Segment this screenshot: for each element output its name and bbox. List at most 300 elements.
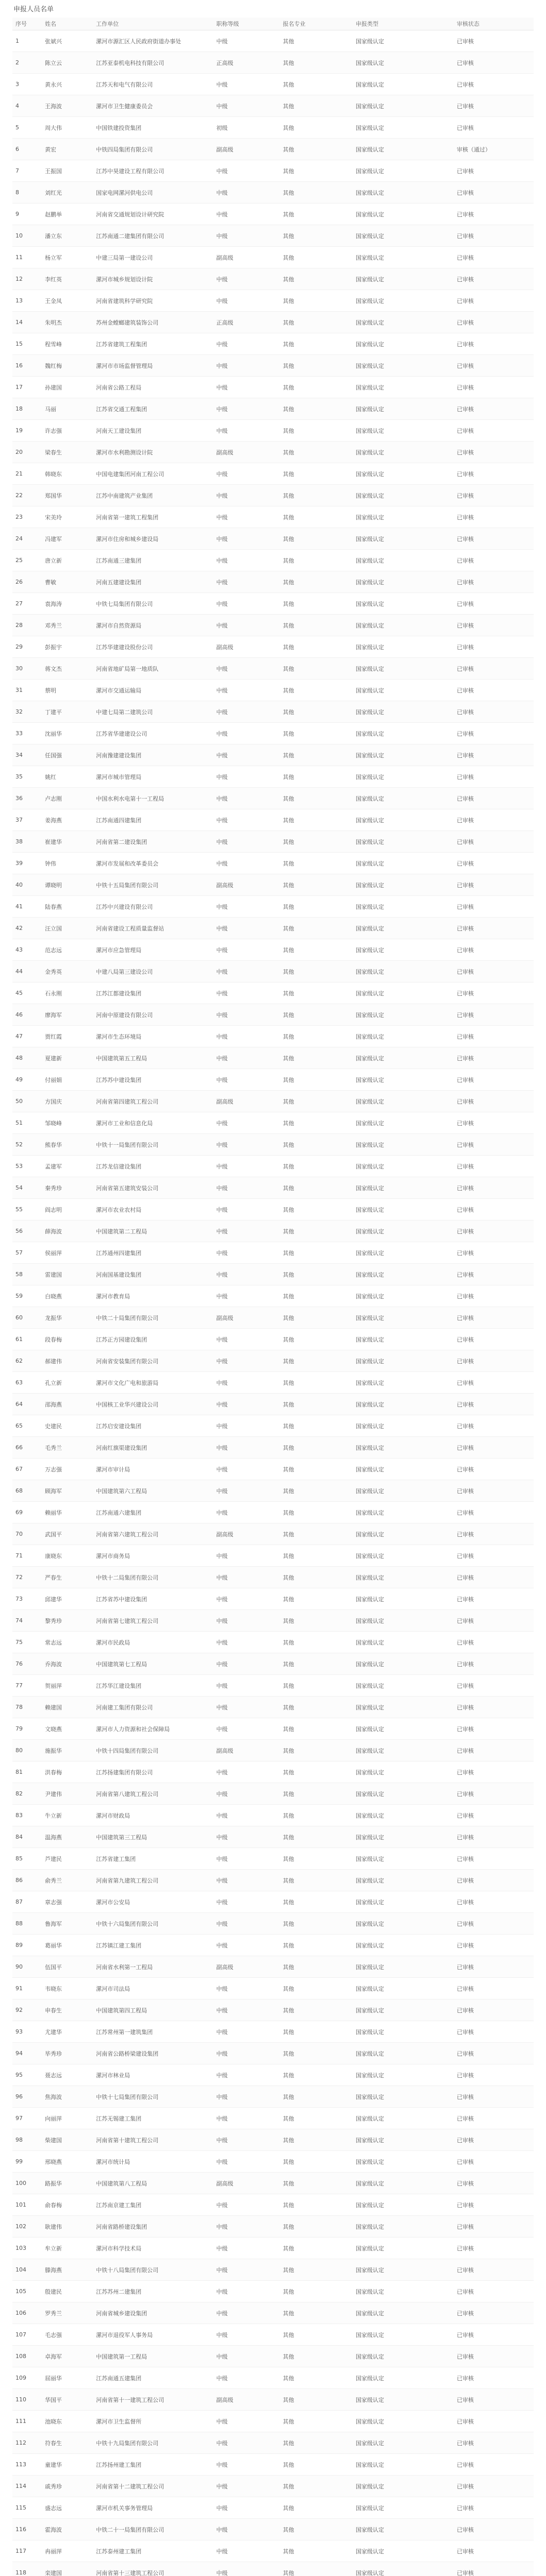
cell-status: 已审核	[454, 1523, 534, 1545]
cell-status: 已审核	[454, 528, 534, 550]
cell-status: 已审核	[454, 2194, 534, 2216]
cell-index: 101	[12, 2194, 42, 2216]
table-row	[12, 506, 534, 528]
table-row	[12, 1805, 534, 1826]
cell-name: 俞春梅	[42, 2194, 93, 2216]
cell-index: 68	[12, 1480, 42, 1502]
cell-status: 已审核	[454, 1285, 534, 1307]
cell-status: 已审核	[454, 1588, 534, 1610]
table-row	[12, 2238, 534, 2259]
cell-specialty: 其他	[280, 2108, 353, 2129]
cell-org: 漯河市农业农村局	[93, 1199, 213, 1221]
cell-type: 国家级认定	[353, 658, 454, 680]
cell-index: 60	[12, 1307, 42, 1329]
cell-title: 中级	[213, 1415, 280, 1437]
cell-title: 副高级	[213, 1956, 280, 1978]
cell-index: 4	[12, 95, 42, 117]
cell-index: 47	[12, 1026, 42, 1047]
table-row	[12, 377, 534, 398]
cell-org: 中国建筑第一工程局	[93, 2346, 213, 2367]
cell-status: 已审核	[454, 442, 534, 463]
cell-name: 姜海燕	[42, 809, 93, 831]
cell-title: 中级	[213, 1329, 280, 1350]
cell-index: 108	[12, 2346, 42, 2367]
cell-org: 漯河市审计局	[93, 1459, 213, 1480]
cell-name: 王海波	[42, 95, 93, 117]
cell-org: 河南豫建建设集团	[93, 744, 213, 766]
table-row	[12, 290, 534, 312]
cell-type: 国家级认定	[353, 2367, 454, 2389]
cell-title: 中级	[213, 95, 280, 117]
cell-type: 国家级认定	[353, 117, 454, 139]
table-row	[12, 1134, 534, 1156]
cell-name: 华国平	[42, 2389, 93, 2411]
cell-title: 中级	[213, 2562, 280, 2576]
cell-index: 27	[12, 593, 42, 615]
cell-specialty: 其他	[280, 961, 353, 982]
cell-status: 已审核	[454, 1610, 534, 1632]
cell-specialty: 其他	[280, 1415, 353, 1437]
cell-status: 已审核	[454, 355, 534, 377]
cell-org: 漯河市水利勘测设计院	[93, 442, 213, 463]
cell-name: 冉丽萍	[42, 2540, 93, 2562]
cell-name: 孔立新	[42, 1372, 93, 1394]
cell-specialty: 其他	[280, 1545, 353, 1567]
cell-specialty: 其他	[280, 2497, 353, 2519]
table-row	[12, 918, 534, 939]
cell-name: 严春生	[42, 1567, 93, 1588]
cell-index: 12	[12, 268, 42, 290]
table-row	[12, 1285, 534, 1307]
cell-status: 已审核	[454, 1264, 534, 1285]
cell-specialty: 其他	[280, 1264, 353, 1285]
cell-status: 已审核	[454, 268, 534, 290]
cell-type: 国家级认定	[353, 1783, 454, 1805]
cell-org: 中国水利水电第十一工程局	[93, 788, 213, 809]
cell-specialty: 其他	[280, 1221, 353, 1242]
cell-specialty: 其他	[280, 1740, 353, 1761]
cell-type: 国家级认定	[353, 1372, 454, 1394]
cell-specialty: 其他	[280, 636, 353, 658]
cell-type: 国家级认定	[353, 2216, 454, 2238]
cell-type: 国家级认定	[353, 1329, 454, 1350]
table-row	[12, 982, 534, 1004]
cell-type: 国家级认定	[353, 2108, 454, 2129]
cell-status: 已审核	[454, 2346, 534, 2367]
roster-table	[12, 18, 534, 2576]
cell-index: 11	[12, 247, 42, 268]
cell-type: 国家级认定	[353, 355, 454, 377]
cell-type: 国家级认定	[353, 2562, 454, 2576]
cell-title: 副高级	[213, 874, 280, 896]
cell-type: 国家级认定	[353, 333, 454, 355]
cell-status: 已审核	[454, 204, 534, 225]
cell-index: 83	[12, 1805, 42, 1826]
cell-title: 中级	[213, 2411, 280, 2432]
cell-org: 河南省建设工程质量监督站	[93, 918, 213, 939]
cell-specialty: 其他	[280, 139, 353, 160]
cell-title: 中级	[213, 1242, 280, 1264]
cell-specialty: 其他	[280, 593, 353, 615]
cell-title: 中级	[213, 30, 280, 52]
cell-title: 副高级	[213, 442, 280, 463]
cell-index: 36	[12, 788, 42, 809]
cell-index: 111	[12, 2411, 42, 2432]
cell-specialty: 其他	[280, 420, 353, 442]
cell-org: 漯河市城乡规划设计院	[93, 268, 213, 290]
table-row	[12, 2324, 534, 2346]
cell-type: 国家级认定	[353, 2540, 454, 2562]
cell-status: 已审核	[454, 1999, 534, 2021]
cell-org: 中铁二十局集团有限公司	[93, 1307, 213, 1329]
table-row	[12, 1437, 534, 1459]
table-row	[12, 2389, 534, 2411]
cell-index: 117	[12, 2540, 42, 2562]
cell-type: 国家级认定	[353, 290, 454, 312]
table-row	[12, 1502, 534, 1523]
cell-type: 国家级认定	[353, 377, 454, 398]
table-row	[12, 2216, 534, 2238]
cell-index: 70	[12, 1523, 42, 1545]
cell-index: 51	[12, 1112, 42, 1134]
column-header-status: 审核状态	[454, 18, 534, 30]
cell-title: 中级	[213, 420, 280, 442]
cell-name: 郝建伟	[42, 1350, 93, 1372]
cell-type: 国家级认定	[353, 593, 454, 615]
cell-org: 中铁十八局集团有限公司	[93, 2259, 213, 2281]
cell-name: 栾建国	[42, 2562, 93, 2576]
cell-status: 已审核	[454, 1783, 534, 1805]
cell-index: 65	[12, 1415, 42, 1437]
table-row	[12, 1675, 534, 1697]
cell-status: 已审核	[454, 1177, 534, 1199]
table-row	[12, 74, 534, 95]
cell-name: 邓秀兰	[42, 615, 93, 636]
cell-org: 中国建筑第六工程局	[93, 1480, 213, 1502]
cell-title: 中级	[213, 1761, 280, 1783]
cell-status: 已审核	[454, 117, 534, 139]
cell-specialty: 其他	[280, 2151, 353, 2173]
cell-title: 中级	[213, 1999, 280, 2021]
cell-type: 国家级认定	[353, 2259, 454, 2281]
cell-type: 国家级认定	[353, 1091, 454, 1112]
cell-org: 中铁二十一局集团有限公司	[93, 2519, 213, 2540]
cell-type: 国家级认定	[353, 2454, 454, 2476]
cell-specialty: 其他	[280, 2324, 353, 2346]
cell-index: 14	[12, 312, 42, 333]
cell-status: 已审核	[454, 853, 534, 874]
document-title: 申报人员名单	[13, 6, 54, 13]
cell-org: 河南省交通规划设计研究院	[93, 204, 213, 225]
cell-type: 国家级认定	[353, 1415, 454, 1437]
table-row	[12, 1069, 534, 1091]
cell-title: 中级	[213, 2302, 280, 2324]
cell-type: 国家级认定	[353, 442, 454, 463]
cell-type: 国家级认定	[353, 744, 454, 766]
cell-specialty: 其他	[280, 658, 353, 680]
table-row	[12, 463, 534, 485]
cell-index: 32	[12, 701, 42, 723]
cell-title: 中级	[213, 1372, 280, 1394]
cell-org: 河南省公路工程局	[93, 377, 213, 398]
cell-specialty: 其他	[280, 2238, 353, 2259]
cell-specialty: 其他	[280, 1870, 353, 1891]
cell-name: 陆春燕	[42, 896, 93, 918]
cell-org: 河南红旗渠建设集团	[93, 1437, 213, 1459]
cell-specialty: 其他	[280, 1610, 353, 1632]
cell-name: 毛志强	[42, 2324, 93, 2346]
cell-title: 中级	[213, 1848, 280, 1870]
cell-status: 已审核	[454, 182, 534, 204]
cell-type: 国家级认定	[353, 1047, 454, 1069]
cell-status: 已审核	[454, 463, 534, 485]
cell-specialty: 其他	[280, 377, 353, 398]
cell-specialty: 其他	[280, 485, 353, 506]
cell-title: 中级	[213, 355, 280, 377]
table-row	[12, 1588, 534, 1610]
cell-title: 中级	[213, 1978, 280, 1999]
table-row	[12, 2194, 534, 2216]
cell-specialty: 其他	[280, 2129, 353, 2151]
cell-status: 已审核	[454, 788, 534, 809]
table-row	[12, 2540, 534, 2562]
cell-title: 副高级	[213, 139, 280, 160]
cell-specialty: 其他	[280, 1156, 353, 1177]
cell-type: 国家级认定	[353, 2129, 454, 2151]
cell-type: 国家级认定	[353, 463, 454, 485]
cell-name: 刘红光	[42, 182, 93, 204]
cell-title: 中级	[213, 1653, 280, 1675]
cell-title: 中级	[213, 1567, 280, 1588]
cell-name: 黄永兴	[42, 74, 93, 95]
table-row	[12, 420, 534, 442]
cell-type: 国家级认定	[353, 1545, 454, 1567]
table-row	[12, 2562, 534, 2576]
cell-type: 国家级认定	[353, 1999, 454, 2021]
cell-title: 中级	[213, 831, 280, 853]
cell-type: 国家级认定	[353, 2043, 454, 2064]
cell-type: 国家级认定	[353, 961, 454, 982]
cell-index: 58	[12, 1264, 42, 1285]
cell-title: 中级	[213, 1177, 280, 1199]
cell-index: 35	[12, 766, 42, 788]
table-row	[12, 182, 534, 204]
cell-org: 江苏省华建建设公司	[93, 723, 213, 744]
cell-index: 22	[12, 485, 42, 506]
cell-title: 正高级	[213, 312, 280, 333]
cell-specialty: 其他	[280, 1047, 353, 1069]
cell-status: 已审核	[454, 1026, 534, 1047]
cell-specialty: 其他	[280, 204, 353, 225]
cell-status: 已审核	[454, 1329, 534, 1350]
cell-index: 87	[12, 1891, 42, 1913]
cell-title: 中级	[213, 2454, 280, 2476]
cell-org: 漯河市发展和改革委员会	[93, 853, 213, 874]
cell-type: 国家级认定	[353, 2411, 454, 2432]
table-row	[12, 1329, 534, 1350]
cell-org: 中国建筑第七工程局	[93, 1653, 213, 1675]
cell-name: 卢志刚	[42, 788, 93, 809]
cell-org: 漯河市科学技术局	[93, 2238, 213, 2259]
cell-name: 韩晓东	[42, 463, 93, 485]
cell-type: 国家级认定	[353, 615, 454, 636]
cell-status: 已审核	[454, 1134, 534, 1156]
cell-org: 河南省第六建筑工程公司	[93, 1523, 213, 1545]
table-row	[12, 1697, 534, 1718]
cell-status: 已审核	[454, 2454, 534, 2476]
cell-org: 中铁十二局集团有限公司	[93, 1567, 213, 1588]
cell-org: 江苏亚泰机电科技有限公司	[93, 52, 213, 74]
cell-org: 中铁十五局集团有限公司	[93, 874, 213, 896]
cell-type: 国家级认定	[353, 2324, 454, 2346]
cell-name: 彭振宇	[42, 636, 93, 658]
cell-type: 国家级认定	[353, 1177, 454, 1199]
cell-name: 朱明杰	[42, 312, 93, 333]
cell-status: 已审核	[454, 506, 534, 528]
table-row	[12, 1783, 534, 1805]
cell-index: 6	[12, 139, 42, 160]
cell-type: 国家级认定	[353, 1740, 454, 1761]
cell-name: 钟伟	[42, 853, 93, 874]
cell-specialty: 其他	[280, 896, 353, 918]
table-row	[12, 2043, 534, 2064]
cell-specialty: 其他	[280, 2389, 353, 2411]
cell-specialty: 其他	[280, 809, 353, 831]
table-row	[12, 225, 534, 247]
cell-index: 13	[12, 290, 42, 312]
table-row	[12, 485, 534, 506]
cell-specialty: 其他	[280, 2216, 353, 2238]
cell-title: 中级	[213, 723, 280, 744]
cell-specialty: 其他	[280, 1394, 353, 1415]
cell-org: 江苏天和电气有限公司	[93, 74, 213, 95]
cell-specialty: 其他	[280, 1069, 353, 1091]
cell-index: 25	[12, 550, 42, 571]
cell-name: 李红英	[42, 268, 93, 290]
cell-status: 已审核	[454, 2411, 534, 2432]
cell-specialty: 其他	[280, 463, 353, 485]
cell-title: 中级	[213, 333, 280, 355]
table-row	[12, 961, 534, 982]
cell-name: 任国强	[42, 744, 93, 766]
cell-org: 河南省第十一建筑工程公司	[93, 2389, 213, 2411]
cell-title: 中级	[213, 1134, 280, 1156]
cell-name: 袁海涛	[42, 593, 93, 615]
cell-org: 江苏江都建设集团	[93, 982, 213, 1004]
cell-org: 中铁七局集团有限公司	[93, 593, 213, 615]
cell-type: 国家级认定	[353, 1935, 454, 1956]
cell-title: 中级	[213, 1870, 280, 1891]
cell-title: 副高级	[213, 2173, 280, 2194]
cell-title: 中级	[213, 2476, 280, 2497]
cell-specialty: 其他	[280, 1329, 353, 1350]
cell-type: 国家级认定	[353, 766, 454, 788]
cell-org: 江苏华建建设股份公司	[93, 636, 213, 658]
cell-org: 漯河市交通运输局	[93, 680, 213, 701]
cell-status: 已审核	[454, 2216, 534, 2238]
table-row	[12, 1026, 534, 1047]
cell-type: 国家级认定	[353, 2151, 454, 2173]
cell-specialty: 其他	[280, 1697, 353, 1718]
cell-specialty: 其他	[280, 1177, 353, 1199]
cell-index: 78	[12, 1697, 42, 1718]
cell-title: 中级	[213, 1459, 280, 1480]
cell-name: 洪春梅	[42, 1761, 93, 1783]
cell-index: 15	[12, 333, 42, 355]
table-row	[12, 1653, 534, 1675]
cell-specialty: 其他	[280, 2021, 353, 2043]
table-row	[12, 2259, 534, 2281]
cell-specialty: 其他	[280, 2432, 353, 2454]
table-row	[12, 1632, 534, 1653]
cell-index: 95	[12, 2064, 42, 2086]
cell-index: 112	[12, 2432, 42, 2454]
cell-name: 郑国华	[42, 485, 93, 506]
cell-index: 115	[12, 2497, 42, 2519]
cell-type: 国家级认定	[353, 1567, 454, 1588]
cell-title: 中级	[213, 1913, 280, 1935]
cell-status: 已审核	[454, 1004, 534, 1026]
cell-title: 中级	[213, 1480, 280, 1502]
cell-status: 已审核	[454, 1653, 534, 1675]
cell-title: 中级	[213, 680, 280, 701]
table-row	[12, 1394, 534, 1415]
table-row	[12, 398, 534, 420]
cell-index: 40	[12, 874, 42, 896]
table-row	[12, 1177, 534, 1199]
table-row	[12, 1199, 534, 1221]
cell-index: 116	[12, 2519, 42, 2540]
cell-type: 国家级认定	[353, 1004, 454, 1026]
table-row	[12, 1870, 534, 1891]
cell-org: 江苏扬州建工集团	[93, 2454, 213, 2476]
cell-name: 聂志远	[42, 2064, 93, 2086]
table-row	[12, 2108, 534, 2129]
cell-name: 魏红梅	[42, 355, 93, 377]
cell-index: 85	[12, 1848, 42, 1870]
cell-status: 已审核	[454, 2129, 534, 2151]
cell-index: 50	[12, 1091, 42, 1112]
cell-index: 77	[12, 1675, 42, 1697]
cell-title: 中级	[213, 2238, 280, 2259]
cell-specialty: 其他	[280, 2454, 353, 2476]
cell-org: 中国铁建投资集团	[93, 117, 213, 139]
cell-specialty: 其他	[280, 355, 353, 377]
cell-status: 已审核	[454, 30, 534, 52]
cell-status: 已审核	[454, 1502, 534, 1523]
cell-type: 国家级认定	[353, 2432, 454, 2454]
cell-status: 已审核	[454, 1805, 534, 1826]
cell-name: 龙振华	[42, 1307, 93, 1329]
column-header-index: 序号	[12, 18, 42, 30]
cell-title: 中级	[213, 2540, 280, 2562]
cell-title: 中级	[213, 2519, 280, 2540]
cell-status: 已审核	[454, 1307, 534, 1329]
table-row	[12, 571, 534, 593]
column-header-type: 申报类型	[353, 18, 454, 30]
cell-name: 梁春生	[42, 442, 93, 463]
cell-type: 国家级认定	[353, 1112, 454, 1134]
cell-status: 已审核	[454, 593, 534, 615]
cell-title: 中级	[213, 918, 280, 939]
cell-org: 漯河市商务局	[93, 1545, 213, 1567]
cell-name: 罗秀兰	[42, 2302, 93, 2324]
cell-specialty: 其他	[280, 398, 353, 420]
cell-org: 苏州金螳螂建筑装饰公司	[93, 312, 213, 333]
cell-specialty: 其他	[280, 268, 353, 290]
cell-type: 国家级认定	[353, 52, 454, 74]
cell-name: 陈立云	[42, 52, 93, 74]
